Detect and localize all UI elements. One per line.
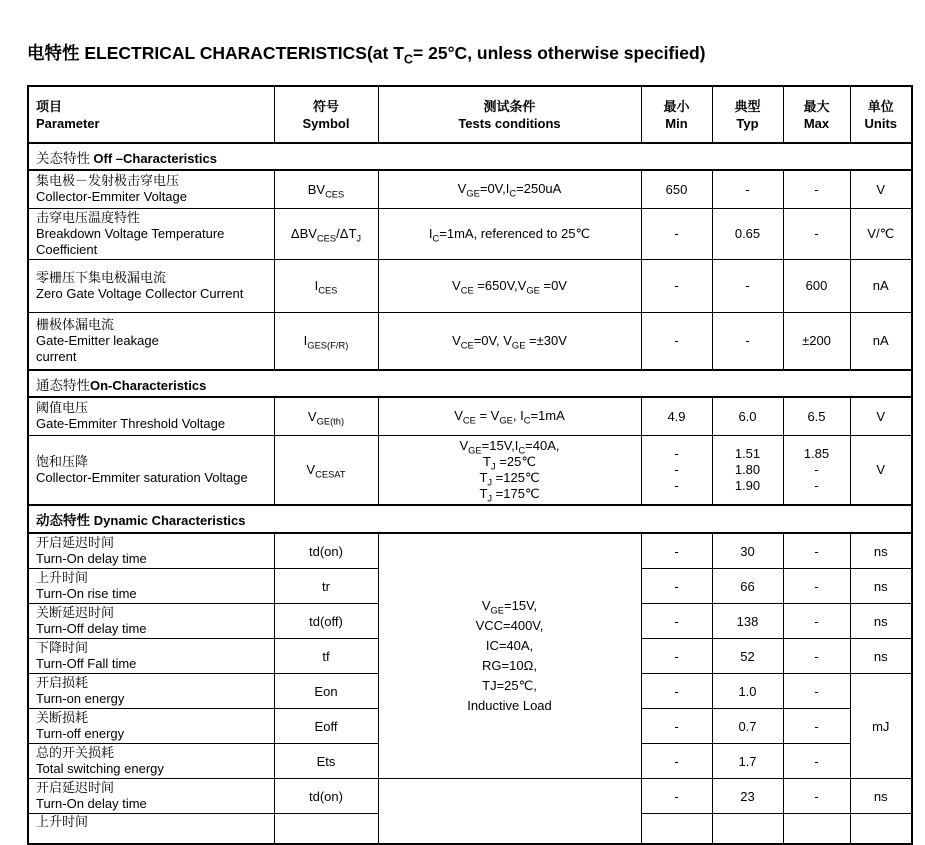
symbol-cell: td(off) xyxy=(274,604,378,639)
min-cell xyxy=(641,814,712,844)
condition-line: $T_J$ =125℃ xyxy=(479,469,540,488)
param-en: Total switching energy xyxy=(36,761,164,776)
param-cn: 关断延迟时间 xyxy=(36,605,115,620)
condition-line: $T_J$ =25℃ xyxy=(483,453,536,472)
symbol-cell: $I_{GES(F/R)}$ xyxy=(274,312,378,370)
max-cell: - xyxy=(783,709,850,744)
conditions-cell xyxy=(378,312,641,370)
table-row xyxy=(28,779,912,814)
min-cell: - xyxy=(641,569,712,604)
param-en: Gate-Emitter leakage xyxy=(36,332,159,348)
min-cell: - xyxy=(641,779,712,814)
min-cell: - xyxy=(641,604,712,639)
param-cell xyxy=(28,814,274,844)
page-title: 电特性 ELECTRICAL CHARACTERISTICS(at $T_C= 25^\circ C$, unless otherwise specified) xyxy=(27,43,706,67)
param-cell xyxy=(28,259,274,312)
section-header-row xyxy=(28,370,912,397)
symbol-cell: Ets xyxy=(274,744,378,779)
typ-cell: - xyxy=(712,170,783,208)
max-cell xyxy=(783,435,850,505)
condition-line: TJ=25℃, xyxy=(482,678,537,693)
symbol-cell: td(on) xyxy=(274,779,378,814)
typ-cell: 6.0 xyxy=(712,397,783,435)
max-cell: - xyxy=(783,639,850,674)
max-cell xyxy=(783,814,850,844)
condition-line: IC=40A, xyxy=(485,638,534,653)
max-cell: - xyxy=(783,208,850,259)
max-cell: - xyxy=(783,604,850,639)
section-header xyxy=(28,370,912,397)
section-title-cn: 通态特性 xyxy=(36,377,90,393)
condition-line: VCC=400V, xyxy=(475,618,544,633)
max-cell: - xyxy=(783,533,850,569)
param-en: Turn-off energy xyxy=(36,726,125,741)
param-cell xyxy=(28,312,274,370)
header-parameter-cn: 项目 xyxy=(36,98,63,114)
symbol-cell: $BV_{CES}$ xyxy=(274,170,378,208)
units-cell: nA xyxy=(850,312,912,370)
typ-cell: 1.0 xyxy=(712,674,783,709)
max-cell: - xyxy=(783,674,850,709)
symbol-cell: tr xyxy=(274,569,378,604)
min-cell: 650 xyxy=(641,170,712,208)
condition-line: $V_{CE}=0V$, $V_{GE} =\pm 30V$ xyxy=(452,332,567,351)
param-cell xyxy=(28,569,274,604)
min-cell: - xyxy=(641,674,712,709)
units-cell: ns xyxy=(850,569,912,604)
param-cn: 关断损耗 xyxy=(36,710,89,725)
typ-cell: 1.7 xyxy=(712,744,783,779)
param-cell xyxy=(28,744,274,779)
param-en: Turn-Off Fall time xyxy=(36,656,137,671)
param-cell xyxy=(28,779,274,814)
min-cell: - xyxy=(641,709,712,744)
condition-line: $I_C=1mA$, referenced to 25℃ xyxy=(428,225,591,244)
table-header-row xyxy=(28,86,912,143)
min-cell: - xyxy=(641,208,712,259)
table-row xyxy=(28,312,912,370)
min-value: - xyxy=(674,477,679,493)
units-cell: nA xyxy=(850,259,912,312)
typ-value: 1.90 xyxy=(734,477,761,493)
condition-line: $V_{CE} =650V,V_{GE} =0V$ xyxy=(452,277,567,296)
max-cell: 6.5 xyxy=(783,397,850,435)
param-en: Coefficient xyxy=(36,241,98,257)
condition-line: $V_{GE}=15V,I_C=40A$, xyxy=(459,437,560,456)
min-cell: - xyxy=(641,533,712,569)
section-title-cn: 动态特性 xyxy=(36,513,94,528)
min-cell: - xyxy=(641,639,712,674)
param-cn: 开启延迟时间 xyxy=(36,535,115,550)
section-title-en: Off –Characteristics xyxy=(93,150,217,166)
symbol-cell: $V_{CESAT}$ xyxy=(274,435,378,505)
param-en: Turn-On delay time xyxy=(36,796,147,811)
param-en: current xyxy=(36,348,77,364)
param-en: Turn-On delay time xyxy=(36,551,147,566)
symbol-cell: $\Delta BV_{CES}/\Delta T_J$ xyxy=(274,208,378,259)
header-units: 单位 Units xyxy=(850,86,912,143)
units-cell: ns xyxy=(850,639,912,674)
param-cn: 集电极－发射极击穿电压 xyxy=(36,173,180,189)
param-cn: 上升时间 xyxy=(36,814,89,829)
characteristics-table xyxy=(27,85,913,845)
units-cell xyxy=(850,814,912,844)
param-cell xyxy=(28,435,274,505)
section-header-row xyxy=(28,143,912,170)
conditions-cell xyxy=(378,397,641,435)
symbol-cell: Eon xyxy=(274,674,378,709)
symbol-cell: tf xyxy=(274,639,378,674)
section-title-en: On-Characteristics xyxy=(90,377,207,393)
header-parameter-en: Parameter xyxy=(36,115,100,131)
symbol-cell xyxy=(274,814,378,844)
max-cell: - xyxy=(783,569,850,604)
param-cell xyxy=(28,639,274,674)
section-title-en: Dynamic Characteristics xyxy=(93,513,246,528)
conditions-cell xyxy=(378,435,641,505)
param-cell xyxy=(28,397,274,435)
units-cell: ns xyxy=(850,604,912,639)
param-cn: 总的开关损耗 xyxy=(36,745,115,760)
header-typ: 典型 Typ xyxy=(712,86,783,143)
table-row xyxy=(28,533,912,569)
typ-value: 1.80 xyxy=(734,461,761,477)
max-value: 1.85 xyxy=(803,445,830,461)
section-header xyxy=(28,505,912,533)
condition-line: $T_J$ =175℃ xyxy=(479,485,540,504)
units-cell: V/℃ xyxy=(850,208,912,259)
conditions-cell xyxy=(378,259,641,312)
typ-cell: 0.65 xyxy=(712,208,783,259)
param-cn: 下降时间 xyxy=(36,640,89,655)
min-cell xyxy=(641,435,712,505)
max-cell: ±200 xyxy=(783,312,850,370)
conditions-cell xyxy=(378,779,641,844)
condition-line: RG=10Ω, xyxy=(482,658,537,673)
typ-cell: 66 xyxy=(712,569,783,604)
max-cell: - xyxy=(783,744,850,779)
max-cell: 600 xyxy=(783,259,850,312)
symbol-cell: Eoff xyxy=(274,709,378,744)
typ-cell: - xyxy=(712,312,783,370)
conditions-cell xyxy=(378,170,641,208)
min-cell: - xyxy=(641,744,712,779)
units-cell: V xyxy=(850,435,912,505)
param-en: Collector-Emmiter Voltage xyxy=(36,189,187,205)
typ-cell: - xyxy=(712,259,783,312)
param-cn: 开启损耗 xyxy=(36,675,89,690)
table-row xyxy=(28,397,912,435)
condition-line: $V_{GE}=0V,I_C=250uA$ xyxy=(457,181,562,199)
param-cn: 击穿电压温度特性 xyxy=(36,209,141,225)
min-value: - xyxy=(674,445,679,461)
table-row xyxy=(28,170,912,208)
section-header-row xyxy=(28,505,912,533)
param-en: Breakdown Voltage Temperature xyxy=(36,225,225,241)
min-value: - xyxy=(674,461,679,477)
table-row xyxy=(28,259,912,312)
units-cell: ns xyxy=(850,779,912,814)
param-cell xyxy=(28,208,274,259)
min-cell: 4.9 xyxy=(641,397,712,435)
param-en: Zero Gate Voltage Collector Current xyxy=(36,285,244,301)
param-cell xyxy=(28,709,274,744)
param-cn: 上升时间 xyxy=(36,570,89,585)
param-cell xyxy=(28,674,274,709)
max-cell: - xyxy=(783,779,850,814)
section-header xyxy=(28,143,912,170)
param-en: Turn-Off delay time xyxy=(36,621,147,636)
max-value: - xyxy=(814,477,819,493)
param-cn: 阈值电压 xyxy=(36,400,89,416)
param-cn: 栅极体漏电流 xyxy=(36,316,115,332)
min-cell: - xyxy=(641,312,712,370)
conditions-cell xyxy=(378,533,641,779)
condition-line: Inductive Load xyxy=(467,698,552,713)
typ-cell: 0.7 xyxy=(712,709,783,744)
typ-value: 1.51 xyxy=(734,445,761,461)
typ-cell: 23 xyxy=(712,779,783,814)
param-cell xyxy=(28,170,274,208)
units-cell: ns xyxy=(850,533,912,569)
condition-line: $V_{GE}=15V$, xyxy=(481,598,538,616)
table-row xyxy=(28,435,912,505)
units-cell: V xyxy=(850,397,912,435)
param-en: Turn-on energy xyxy=(36,691,125,706)
header-max: 最大 Max xyxy=(783,86,850,143)
typ-cell xyxy=(712,814,783,844)
header-parameter xyxy=(28,86,274,143)
symbol-cell: $V_{GE(th)}$ xyxy=(274,397,378,435)
header-symbol: 符号 Symbol xyxy=(274,86,378,143)
section-title-cn: 关态特性 xyxy=(36,150,94,166)
units-cell: mJ xyxy=(850,674,912,779)
table-row xyxy=(28,208,912,259)
conditions-cell xyxy=(378,208,641,259)
symbol-cell: $I_{CES}$ xyxy=(274,259,378,312)
param-cn: 开启延迟时间 xyxy=(36,780,115,795)
max-cell: - xyxy=(783,170,850,208)
param-en: Collector-Emmiter saturation Voltage xyxy=(36,469,248,485)
typ-cell: 52 xyxy=(712,639,783,674)
symbol-cell: td(on) xyxy=(274,533,378,569)
param-en: Turn-On rise time xyxy=(36,586,137,601)
units-cell: V xyxy=(850,170,912,208)
header-min: 最小 Min xyxy=(641,86,712,143)
param-cn: 零栅压下集电极漏电流 xyxy=(36,269,167,285)
header-conditions: 测试条件 Tests conditions xyxy=(378,86,641,143)
param-cell xyxy=(28,533,274,569)
typ-cell: 30 xyxy=(712,533,783,569)
typ-cell: 138 xyxy=(712,604,783,639)
typ-cell xyxy=(712,435,783,505)
min-cell: - xyxy=(641,259,712,312)
param-en: Gate-Emmiter Threshold Voltage xyxy=(36,416,226,432)
param-cell xyxy=(28,604,274,639)
param-cn: 饱和压降 xyxy=(36,453,89,469)
condition-line: $V_{CE} = V_{GE}$, $I_C=1mA$ xyxy=(454,408,565,426)
max-value: - xyxy=(814,461,819,477)
